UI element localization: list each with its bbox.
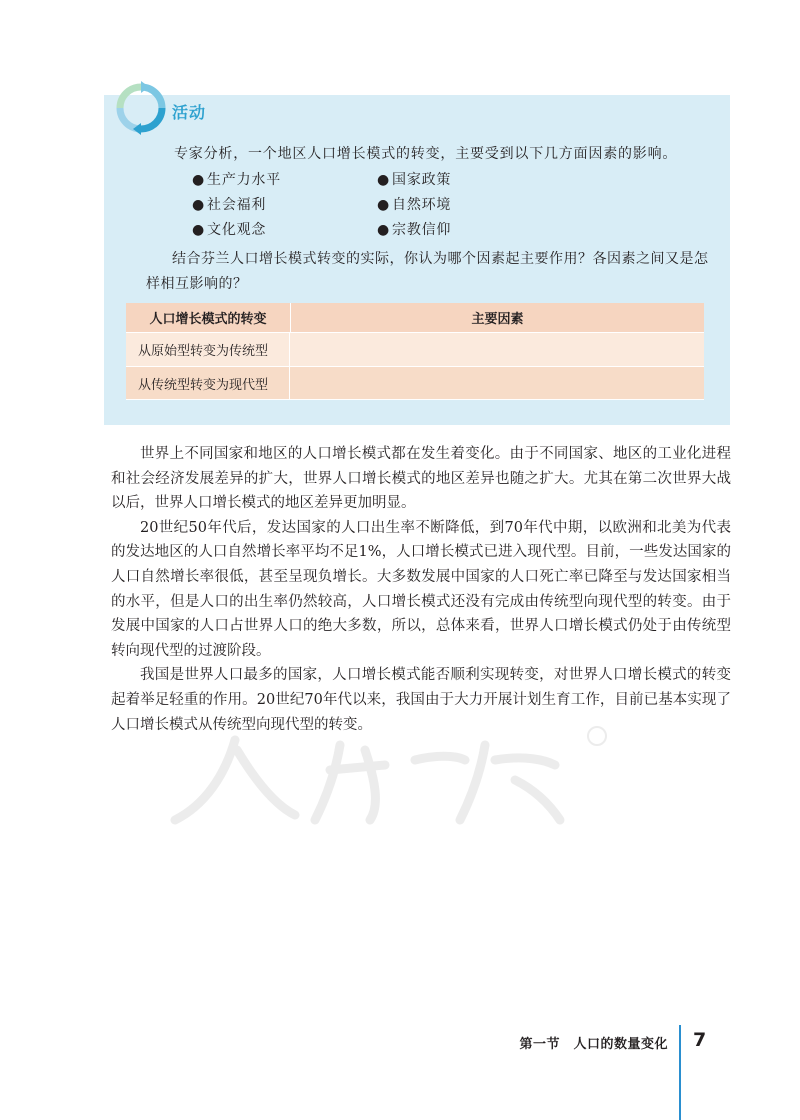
activity-intro: 专家分析，一个地区人口增长模式的转变，主要受到以下几方面因素的影响。 bbox=[174, 146, 678, 162]
bullet-icon: ● bbox=[192, 222, 206, 238]
factor-item: ● 社会福利 bbox=[192, 197, 267, 213]
factor-item: ● 文化观念 bbox=[192, 222, 267, 238]
table-row bbox=[126, 333, 704, 367]
footer-section-title: 第一节 人口的数量变化 bbox=[519, 1037, 668, 1052]
table-header-cell: 人口增长模式的转变 bbox=[126, 303, 291, 332]
footer-divider bbox=[679, 1025, 681, 1120]
table-cell bbox=[290, 333, 704, 366]
publisher-watermark-logo bbox=[165, 720, 625, 830]
factor-table bbox=[126, 303, 704, 400]
activity-cycle-icon bbox=[114, 81, 168, 135]
bullet-icon: ● bbox=[192, 197, 206, 213]
table-row bbox=[126, 367, 704, 400]
table-header-row bbox=[126, 303, 704, 333]
bullet-icon: ● bbox=[192, 172, 206, 188]
table-header-cell: 主要因素 bbox=[471, 312, 524, 327]
paragraph: 我国是世界人口最多的国家，人口增长模式能否顺利实现转变，对世界人口增长模式的转变起着举足轻重的作用。20世纪70年代以来，我国由于大力开展计划生育工作，目前已基本实现了人口增长模式从传统型向现代型的转变。 bbox=[111, 667, 731, 733]
bullet-icon: ● bbox=[377, 197, 391, 213]
bullet-icon: ● bbox=[377, 222, 391, 238]
factor-item: ● 国家政策 bbox=[377, 172, 452, 188]
table-cell: 从传统型转变为现代型 bbox=[126, 367, 290, 399]
activity-box bbox=[104, 95, 730, 425]
activity-question: 结合芬兰人口增长模式转变的实际，你认为哪个因素起主要作用？各因素之间又是怎样相互影响的？ bbox=[146, 251, 709, 292]
factor-item: ● 自然环境 bbox=[377, 197, 452, 213]
table-cell: 从原始型转变为传统型 bbox=[126, 333, 290, 366]
body-text bbox=[111, 442, 731, 737]
factor-item: ● 宗教信仰 bbox=[377, 222, 452, 238]
paragraph: 20世纪50年代后，发达国家的人口出生率不断降低，到70年代中期，以欧洲和北美为代表的发达地区的人口自然增长率平均不足1%，人口增长模式已进入现代型。目前，一些发达国家的人口自然增长率很低，甚至呈现负增长。大多数发展中国家的人口死亡率已降至与发达国家相当的水平，但是人口的出生率仍然较高，人口增长模式还没有完成由传统型向现代型的转变。由于发展中国家的人口占世界人口的绝大多数，所以，总体来看，世界人口增长模式仍处于由传统型转向现代型的过渡阶段。 bbox=[111, 519, 731, 659]
factor-item: ● 生产力水平 bbox=[192, 172, 282, 188]
table-cell bbox=[290, 367, 704, 399]
page-number: 7 bbox=[693, 1029, 707, 1051]
activity-title: 活动 bbox=[172, 103, 207, 122]
bullet-icon: ● bbox=[377, 172, 391, 188]
paragraph: 世界上不同国家和地区的人口增长模式都在发生着变化。由于不同国家、地区的工业化进程和社会经济发展差异的扩大，世界人口增长模式的地区差异也随之扩大。尤其在第二次世界大战以后，世界人口增长模式的地区差异更加明显。 bbox=[111, 446, 731, 512]
